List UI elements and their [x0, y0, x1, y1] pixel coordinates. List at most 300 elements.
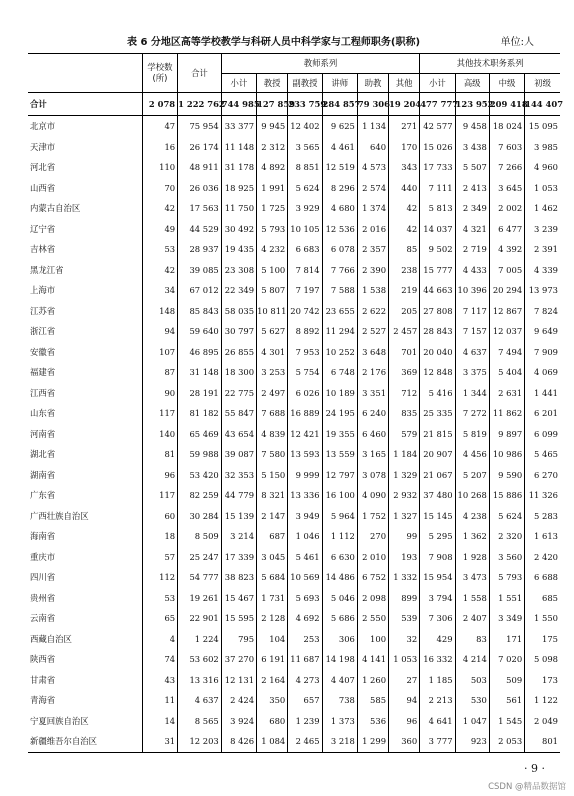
cell-value: 31 148 — [178, 362, 222, 383]
cell-value: 539 — [389, 608, 420, 629]
region-name: 湖南省 — [30, 469, 56, 480]
cell-value: 1 134 — [357, 116, 388, 137]
cell-value: 6 099 — [525, 424, 560, 445]
region-name: 辽宁省 — [30, 223, 56, 234]
cell-value: 5 465 — [525, 444, 560, 465]
cell-value: 5 793 — [257, 219, 288, 240]
cell-value: 1 185 — [420, 670, 455, 691]
cell-value: 28 937 — [178, 239, 222, 260]
cell-value: 10 268 — [455, 485, 489, 506]
cell-value: 13 316 — [178, 670, 222, 691]
cell-value: 117 — [142, 403, 177, 424]
cell-value: 4 214 — [455, 649, 489, 670]
cell-value: 350 — [257, 690, 288, 711]
cell-value: 10 986 — [489, 444, 524, 465]
cell-value: 4 339 — [525, 260, 560, 281]
cell-value: 25 335 — [420, 403, 455, 424]
cell-value: 3 560 — [489, 547, 524, 568]
cell-value: 5 624 — [288, 178, 322, 199]
table-row — [28, 239, 560, 260]
cell-value: 74 — [142, 649, 177, 670]
cell-value: 2 053 — [489, 731, 524, 752]
cell-value: 509 — [489, 670, 524, 691]
region-name: 西藏自治区 — [30, 633, 72, 644]
cell-value: 270 — [357, 526, 388, 547]
cell-value: 4 839 — [257, 424, 288, 445]
cell-value: 2 147 — [257, 506, 288, 527]
table-row — [28, 198, 560, 219]
cell-value: 1 362 — [455, 526, 489, 547]
cell-value: 7 272 — [455, 403, 489, 424]
cell-value: 253 — [288, 629, 322, 650]
cell-value: 4 238 — [455, 506, 489, 527]
cell-value: 219 — [389, 280, 420, 301]
cell-value: 2 320 — [489, 526, 524, 547]
cell-value: 15 954 — [420, 567, 455, 588]
table-row — [28, 178, 560, 199]
table-row — [28, 362, 560, 383]
cell-value: 12 037 — [489, 321, 524, 342]
cell-value: 3 375 — [455, 362, 489, 383]
cell-value: 4 892 — [257, 157, 288, 178]
region-name: 湖北省 — [30, 449, 56, 460]
table-row — [28, 629, 560, 650]
cell-value: 5 150 — [257, 465, 288, 486]
region-name: 青海省 — [30, 695, 56, 706]
region-name: 贵州省 — [30, 592, 56, 603]
cell-value: 306 — [322, 629, 357, 650]
cell-value: 170 — [389, 137, 420, 158]
cell-value: 96 — [389, 711, 420, 732]
cell-value: 6 477 — [489, 219, 524, 240]
table-row — [28, 137, 560, 158]
cell-value: 657 — [288, 690, 322, 711]
header-assistant: 助教 — [357, 74, 388, 93]
cell-value: 2 128 — [257, 608, 288, 629]
cell-value: 94 — [142, 321, 177, 342]
cell-value: 7 494 — [489, 342, 524, 363]
cell-value: 42 577 — [420, 116, 455, 137]
cell-value: 4 141 — [357, 649, 388, 670]
cell-value: 28 191 — [178, 383, 222, 404]
cell-value: 536 — [357, 711, 388, 732]
cell-value: 5 461 — [288, 547, 322, 568]
cell-value: 3 349 — [489, 608, 524, 629]
cell-value: 3 165 — [357, 444, 388, 465]
cell-value: 7 688 — [257, 403, 288, 424]
table-title-bar — [0, 33, 574, 47]
cell-value: 44 663 — [420, 280, 455, 301]
cell-value: 5 295 — [420, 526, 455, 547]
cell-value: 5 416 — [420, 383, 455, 404]
table-row — [28, 260, 560, 281]
cell-value: 5 813 — [420, 198, 455, 219]
region-name: 河南省 — [30, 428, 56, 439]
unit-label: 单位:人 — [500, 37, 534, 48]
cell-value: 39 085 — [178, 260, 222, 281]
cell-value: 3 253 — [257, 362, 288, 383]
cell-value: 701 — [389, 342, 420, 363]
cell-value: 1 538 — [357, 280, 388, 301]
region-name: 宁夏回族自治区 — [30, 715, 89, 726]
cell-value: 1 332 — [389, 567, 420, 588]
region-name: 重庆市 — [30, 551, 56, 562]
cell-value: 3 924 — [221, 711, 256, 732]
cell-value: 3 473 — [455, 567, 489, 588]
cell-value: 2 349 — [455, 198, 489, 219]
table-row — [28, 280, 560, 301]
header-subtotal: 小计 — [221, 74, 256, 93]
header-professor: 教授 — [257, 74, 288, 93]
cell-value: 44 529 — [178, 219, 222, 240]
cell-value: 744 985 — [221, 93, 256, 116]
cell-value: 5 627 — [257, 321, 288, 342]
cell-value: 53 420 — [178, 465, 222, 486]
cell-value: 2 631 — [489, 383, 524, 404]
cell-value: 1 047 — [455, 711, 489, 732]
cell-value: 12 848 — [420, 362, 455, 383]
cell-value: 107 — [142, 342, 177, 363]
cell-value: 5 624 — [489, 506, 524, 527]
cell-value: 16 100 — [322, 485, 357, 506]
cell-value: 24 195 — [322, 403, 357, 424]
cell-value: 60 — [142, 506, 177, 527]
page-number: · 9 · — [524, 762, 545, 775]
table-row — [28, 157, 560, 178]
region-name: 安徽省 — [30, 346, 56, 357]
cell-value: 20 742 — [288, 301, 322, 322]
cell-value: 49 — [142, 219, 177, 240]
cell-value: 32 353 — [221, 465, 256, 486]
cell-value: 3 929 — [288, 198, 322, 219]
table-row — [28, 731, 560, 752]
cell-value: 530 — [455, 690, 489, 711]
cell-value: 13 336 — [288, 485, 322, 506]
cell-value: 1 084 — [257, 731, 288, 752]
cell-value: 1 991 — [257, 178, 288, 199]
cell-value: 20 907 — [420, 444, 455, 465]
cell-value: 738 — [322, 690, 357, 711]
cell-value: 12 203 — [178, 731, 222, 752]
cell-value: 4 641 — [420, 711, 455, 732]
cell-value: 83 — [455, 629, 489, 650]
cell-value: 65 469 — [178, 424, 222, 445]
cell-value: 9 458 — [455, 116, 489, 137]
cell-value: 6 752 — [357, 567, 388, 588]
cell-value: 4 692 — [288, 608, 322, 629]
cell-value: 2 176 — [357, 362, 388, 383]
cell-value: 923 — [455, 731, 489, 752]
cell-value: 2 424 — [221, 690, 256, 711]
cell-value: 1 122 — [525, 690, 560, 711]
cell-value: 9 945 — [257, 116, 288, 137]
cell-value: 193 — [389, 547, 420, 568]
cell-value: 99 — [389, 526, 420, 547]
cell-value: 15 095 — [525, 116, 560, 137]
cell-value: 6 191 — [257, 649, 288, 670]
cell-value: 7 580 — [257, 444, 288, 465]
watermark: CSDN @精品数据馆 — [488, 782, 566, 792]
region-name: 山东省 — [30, 408, 56, 419]
cell-value: 82 259 — [178, 485, 222, 506]
region-name: 广西壮族自治区 — [30, 510, 89, 521]
cell-value: 2 049 — [525, 711, 560, 732]
cell-value: 53 602 — [178, 649, 222, 670]
cell-value: 42 — [389, 219, 420, 240]
cell-value: 579 — [389, 424, 420, 445]
header-o-subtotal: 小计 — [420, 74, 455, 93]
cell-value: 271 — [389, 116, 420, 137]
table-row — [28, 711, 560, 732]
cell-value: 175 — [525, 629, 560, 650]
region-name: 天津市 — [30, 141, 56, 152]
cell-value: 8 851 — [288, 157, 322, 178]
cell-value: 85 843 — [178, 301, 222, 322]
cell-value: 59 640 — [178, 321, 222, 342]
cell-value: 1 731 — [257, 588, 288, 609]
table-row — [28, 670, 560, 691]
cell-value: 26 855 — [221, 342, 256, 363]
cell-value: 11 — [142, 690, 177, 711]
cell-value: 15 145 — [420, 506, 455, 527]
cell-value: 11 750 — [221, 198, 256, 219]
cell-value: 16 332 — [420, 649, 455, 670]
cell-value: 17 733 — [420, 157, 455, 178]
cell-value: 4 573 — [357, 157, 388, 178]
cell-value: 4 — [142, 629, 177, 650]
cell-value: 70 — [142, 178, 177, 199]
cell-value: 14 486 — [322, 567, 357, 588]
cell-value: 15 467 — [221, 588, 256, 609]
cell-value: 7 197 — [288, 280, 322, 301]
cell-value: 1 441 — [525, 383, 560, 404]
cell-value: 112 — [142, 567, 177, 588]
cell-value: 8 426 — [221, 731, 256, 752]
cell-value: 3 794 — [420, 588, 455, 609]
cell-value: 1 373 — [322, 711, 357, 732]
cell-value: 899 — [389, 588, 420, 609]
cell-value: 127 859 — [257, 93, 288, 116]
cell-value: 1 344 — [455, 383, 489, 404]
table-row — [28, 547, 560, 568]
cell-value: 5 964 — [322, 506, 357, 527]
cell-value: 11 294 — [322, 321, 357, 342]
cell-value: 10 189 — [322, 383, 357, 404]
cell-value: 7 814 — [288, 260, 322, 281]
cell-value: 6 683 — [288, 239, 322, 260]
cell-value: 14 — [142, 711, 177, 732]
cell-value: 1 046 — [288, 526, 322, 547]
cell-value: 17 563 — [178, 198, 222, 219]
cell-value: 429 — [420, 629, 455, 650]
cell-value: 65 — [142, 608, 177, 629]
cell-value: 9 502 — [420, 239, 455, 260]
cell-value: 2 719 — [455, 239, 489, 260]
cell-value: 10 569 — [288, 567, 322, 588]
cell-value: 3 645 — [489, 178, 524, 199]
cell-value: 205 — [389, 301, 420, 322]
cell-value: 19 355 — [322, 424, 357, 445]
cell-value: 4 637 — [455, 342, 489, 363]
cell-value: 2 010 — [357, 547, 388, 568]
table-row — [28, 649, 560, 670]
cell-value: 15 886 — [489, 485, 524, 506]
header-teaching-group: 教师系列 — [221, 54, 419, 74]
cell-value: 21 815 — [420, 424, 455, 445]
cell-value: 2 390 — [357, 260, 388, 281]
cell-value: 26 174 — [178, 137, 222, 158]
cell-value: 39 087 — [221, 444, 256, 465]
cell-value: 6 026 — [288, 383, 322, 404]
cell-value: 46 895 — [178, 342, 222, 363]
region-name: 黑龙江省 — [30, 264, 64, 275]
cell-value: 4 232 — [257, 239, 288, 260]
cell-value: 81 182 — [178, 403, 222, 424]
cell-value: 1 184 — [389, 444, 420, 465]
cell-value: 23 308 — [221, 260, 256, 281]
cell-value: 42 — [389, 198, 420, 219]
cell-value: 1 053 — [389, 649, 420, 670]
cell-value: 48 911 — [178, 157, 222, 178]
table-body — [28, 93, 564, 753]
cell-value: 1 725 — [257, 198, 288, 219]
cell-value: 30 797 — [221, 321, 256, 342]
cell-value: 20 294 — [489, 280, 524, 301]
cell-value: 5 283 — [525, 506, 560, 527]
cell-value: 1 613 — [525, 526, 560, 547]
cell-value: 104 — [257, 629, 288, 650]
cell-value: 1 462 — [525, 198, 560, 219]
table-row — [28, 608, 560, 629]
cell-value: 5 507 — [455, 157, 489, 178]
cell-value: 81 — [142, 444, 177, 465]
cell-value: 55 847 — [221, 403, 256, 424]
cell-value: 7 908 — [420, 547, 455, 568]
cell-value: 171 — [489, 629, 524, 650]
cell-value: 11 862 — [489, 403, 524, 424]
cell-value: 3 949 — [288, 506, 322, 527]
cell-value: 7 266 — [489, 157, 524, 178]
cell-value: 2 357 — [357, 239, 388, 260]
cell-value: 2 098 — [357, 588, 388, 609]
cell-value: 1 222 762 — [178, 93, 222, 116]
cell-value: 5 046 — [322, 588, 357, 609]
cell-value: 110 — [142, 157, 177, 178]
cell-value: 31 — [142, 731, 177, 752]
header-assoc-prof: 副教授 — [288, 74, 322, 93]
cell-value: 5 754 — [288, 362, 322, 383]
table-row — [28, 424, 560, 445]
cell-value: 12 421 — [288, 424, 322, 445]
cell-value: 123 952 — [455, 93, 489, 116]
cell-value: 2 420 — [525, 547, 560, 568]
cell-value: 2 457 — [389, 321, 420, 342]
cell-value: 3 565 — [288, 137, 322, 158]
cell-value: 53 — [142, 588, 177, 609]
cell-value: 4 461 — [322, 137, 357, 158]
cell-value: 28 843 — [420, 321, 455, 342]
cell-value: 20 040 — [420, 342, 455, 363]
cell-value: 561 — [489, 690, 524, 711]
cell-value: 2 078 — [142, 93, 177, 116]
table-row — [28, 321, 560, 342]
cell-value: 2 527 — [357, 321, 388, 342]
cell-value: 3 985 — [525, 137, 560, 158]
cell-value: 835 — [389, 403, 420, 424]
cell-value: 3 239 — [525, 219, 560, 240]
cell-value: 1 327 — [389, 506, 420, 527]
cell-value: 4 456 — [455, 444, 489, 465]
cell-value: 1 239 — [288, 711, 322, 732]
cell-value: 13 559 — [322, 444, 357, 465]
total-row — [28, 93, 560, 116]
cell-value: 2 312 — [257, 137, 288, 158]
cell-value: 11 326 — [525, 485, 560, 506]
header-region — [28, 54, 142, 93]
region-name: 合计 — [28, 93, 142, 116]
header-middle: 中级 — [489, 74, 524, 93]
cell-value: 12 402 — [288, 116, 322, 137]
table-header — [28, 54, 560, 93]
cell-value: 2 550 — [357, 608, 388, 629]
cell-value: 47 — [142, 116, 177, 137]
cell-value: 13 973 — [525, 280, 560, 301]
cell-value: 2 413 — [455, 178, 489, 199]
cell-value: 440 — [389, 178, 420, 199]
cell-value: 18 024 — [489, 116, 524, 137]
cell-value: 58 035 — [221, 301, 256, 322]
cell-value: 15 026 — [420, 137, 455, 158]
cell-value: 34 — [142, 280, 177, 301]
cell-value: 7 157 — [455, 321, 489, 342]
cell-value: 7 117 — [455, 301, 489, 322]
region-name: 北京市 — [30, 121, 56, 132]
cell-value: 43 654 — [221, 424, 256, 445]
cell-value: 8 296 — [322, 178, 357, 199]
cell-value: 5 793 — [489, 567, 524, 588]
cell-value: 2 002 — [489, 198, 524, 219]
cell-value: 1 260 — [357, 670, 388, 691]
cell-value: 17 339 — [221, 547, 256, 568]
cell-value: 5 686 — [322, 608, 357, 629]
cell-value: 8 509 — [178, 526, 222, 547]
cell-value: 9 649 — [525, 321, 560, 342]
cell-value: 5 207 — [455, 465, 489, 486]
cell-value: 33 377 — [221, 116, 256, 137]
cell-value: 4 960 — [525, 157, 560, 178]
cell-value: 11 148 — [221, 137, 256, 158]
cell-value: 59 988 — [178, 444, 222, 465]
cell-value: 10 396 — [455, 280, 489, 301]
header-senior: 高级 — [455, 74, 489, 93]
cell-value: 1 752 — [357, 506, 388, 527]
cell-value: 37 270 — [221, 649, 256, 670]
region-name: 海南省 — [30, 531, 56, 542]
region-name: 陕西省 — [30, 654, 56, 665]
cell-value: 25 247 — [178, 547, 222, 568]
cell-value: 27 — [389, 670, 420, 691]
cell-value: 42 — [142, 198, 177, 219]
cell-value: 1 551 — [489, 588, 524, 609]
cell-value: 42 — [142, 260, 177, 281]
cell-value: 12 867 — [489, 301, 524, 322]
region-name: 吉林省 — [30, 244, 56, 255]
cell-value: 18 300 — [221, 362, 256, 383]
cell-value: 3 078 — [357, 465, 388, 486]
cell-value: 12 536 — [322, 219, 357, 240]
cell-value: 16 889 — [288, 403, 322, 424]
cell-value: 43 — [142, 670, 177, 691]
